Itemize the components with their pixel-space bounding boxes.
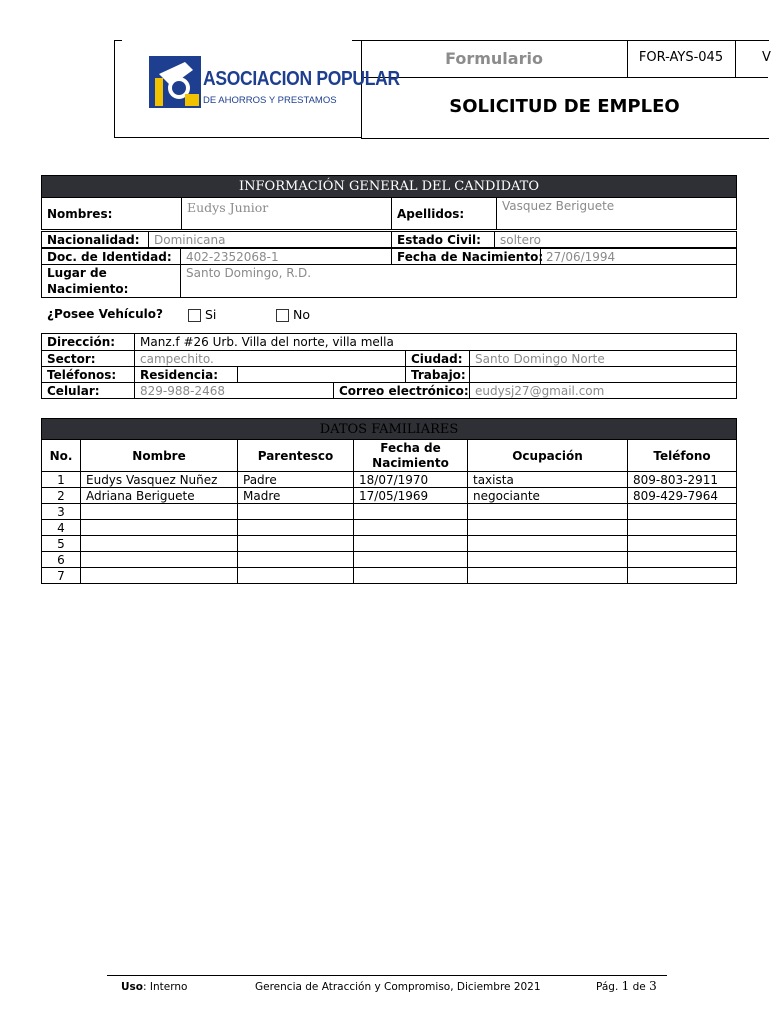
family-heading: DATOS FAMILIARES bbox=[42, 419, 737, 440]
family-cell-parentesco[interactable] bbox=[238, 520, 354, 536]
family-cell-no: 6 bbox=[42, 552, 81, 568]
form-version: V bbox=[762, 50, 771, 65]
general-info-table bbox=[41, 175, 737, 230]
nacionalidad-label: Nacionalidad: bbox=[42, 232, 149, 248]
family-cell-telefono[interactable] bbox=[628, 536, 737, 552]
direccion-field[interactable]: Manz.f #26 Urb. Villa del norte, villa mella bbox=[135, 334, 737, 351]
family-cell-nombre[interactable] bbox=[81, 552, 238, 568]
header-box bbox=[114, 40, 771, 138]
family-cell-telefono[interactable]: 809-429-7964 bbox=[628, 488, 737, 504]
footer-page: Pág. 1 de 3 bbox=[596, 979, 657, 993]
family-cell-telefono[interactable]: 809-803-2911 bbox=[628, 472, 737, 488]
nombres-label: Nombres: bbox=[42, 198, 182, 230]
contact-table-telefonos bbox=[41, 366, 737, 383]
general-info-heading: INFORMACIÓN GENERAL DEL CANDIDATO bbox=[42, 176, 737, 198]
family-cell-no: 1 bbox=[42, 472, 81, 488]
contact-table-celular bbox=[41, 382, 737, 399]
logo-name: ASOCIACION POPULAR bbox=[203, 66, 400, 90]
family-row bbox=[42, 552, 737, 568]
family-cell-no: 4 bbox=[42, 520, 81, 536]
col-fecha-nacimiento: Fecha de Nacimiento bbox=[354, 440, 468, 472]
family-cell-no: 2 bbox=[42, 488, 81, 504]
family-table bbox=[41, 418, 737, 584]
form-code: FOR-AYS-045 bbox=[638, 50, 724, 65]
form-type: Formulario bbox=[445, 49, 543, 68]
celular-field[interactable]: 829-988-2468 bbox=[135, 383, 334, 399]
family-cell-fecha[interactable] bbox=[354, 536, 468, 552]
contact-table-sector bbox=[41, 350, 737, 367]
vehiculo-label: ¿Posee Vehículo? bbox=[47, 307, 163, 321]
nombres-field[interactable]: Eudys Junior bbox=[182, 198, 392, 230]
family-cell-nombre[interactable] bbox=[81, 520, 238, 536]
contact-table-direccion bbox=[41, 333, 737, 351]
sector-label: Sector: bbox=[42, 351, 135, 367]
telefonos-label: Teléfonos: bbox=[42, 367, 135, 383]
family-cell-nombre[interactable]: Eudys Vasquez Nuñez bbox=[81, 472, 238, 488]
ciudad-label: Ciudad: bbox=[406, 351, 470, 367]
general-info-table-2 bbox=[41, 231, 737, 248]
col-nombre: Nombre bbox=[81, 440, 238, 472]
direccion-label: Dirección: bbox=[42, 334, 135, 351]
ciudad-field[interactable]: Santo Domingo Norte bbox=[470, 351, 737, 367]
family-cell-nombre[interactable] bbox=[81, 568, 238, 584]
sector-field[interactable]: campechito. bbox=[135, 351, 406, 367]
family-row bbox=[42, 472, 737, 488]
estado-civil-field[interactable]: soltero bbox=[495, 232, 737, 248]
doc-identidad-field[interactable]: 402-2352068-1 bbox=[181, 249, 392, 265]
vehiculo-no-option[interactable]: No bbox=[276, 307, 310, 322]
family-cell-fecha[interactable]: 17/05/1969 bbox=[354, 488, 468, 504]
correo-field[interactable]: eudysj27@gmail.com bbox=[470, 383, 737, 399]
residencia-field[interactable] bbox=[238, 367, 406, 383]
family-cell-ocupacion[interactable]: negociante bbox=[468, 488, 628, 504]
family-cell-fecha[interactable] bbox=[354, 520, 468, 536]
family-cell-fecha[interactable]: 18/07/1970 bbox=[354, 472, 468, 488]
family-cell-telefono[interactable] bbox=[628, 520, 737, 536]
lugar-nacimiento-field[interactable]: Santo Domingo, R.D. bbox=[181, 265, 737, 298]
vehiculo-si-option[interactable]: Si bbox=[188, 307, 216, 322]
family-row bbox=[42, 488, 737, 504]
family-cell-no: 5 bbox=[42, 536, 81, 552]
fecha-nacimiento-field[interactable]: 27/06/1994 bbox=[541, 249, 737, 265]
footer-department: Gerencia de Atracción y Compromiso, Diciembre 2021 bbox=[255, 981, 541, 993]
family-cell-ocupacion[interactable]: taxista bbox=[468, 472, 628, 488]
col-parentesco: Parentesco bbox=[238, 440, 354, 472]
family-row bbox=[42, 520, 737, 536]
correo-label: Correo electrónico: bbox=[334, 383, 470, 399]
family-cell-parentesco[interactable]: Padre bbox=[238, 472, 354, 488]
family-cell-telefono[interactable] bbox=[628, 568, 737, 584]
family-cell-nombre[interactable] bbox=[81, 536, 238, 552]
family-cell-parentesco[interactable]: Madre bbox=[238, 488, 354, 504]
family-row bbox=[42, 536, 737, 552]
footer-uso: Uso: Interno bbox=[121, 981, 188, 993]
family-cell-fecha[interactable] bbox=[354, 568, 468, 584]
trabajo-field[interactable] bbox=[470, 367, 737, 383]
trabajo-label: Trabajo: bbox=[406, 367, 470, 383]
family-cell-parentesco[interactable] bbox=[238, 536, 354, 552]
col-no: No. bbox=[42, 440, 81, 472]
nacionalidad-field[interactable]: Dominicana bbox=[149, 232, 392, 248]
footer-rule bbox=[107, 975, 667, 976]
celular-label: Celular: bbox=[42, 383, 135, 399]
general-info-table-3 bbox=[41, 248, 737, 265]
residencia-label: Residencia: bbox=[135, 367, 238, 383]
vehiculo-row bbox=[47, 307, 163, 321]
apellidos-label: Apellidos: bbox=[392, 198, 497, 230]
vehiculo-no-checkbox[interactable] bbox=[276, 309, 289, 322]
family-cell-ocupacion[interactable] bbox=[468, 536, 628, 552]
apellidos-field[interactable]: Vasquez Beriguete bbox=[497, 198, 737, 230]
family-cell-nombre[interactable] bbox=[81, 504, 238, 520]
family-cell-ocupacion[interactable] bbox=[468, 504, 628, 520]
company-logo bbox=[149, 56, 400, 108]
col-ocupacion: Ocupación bbox=[468, 440, 628, 472]
vehiculo-si-checkbox[interactable] bbox=[188, 309, 201, 322]
family-cell-telefono[interactable] bbox=[628, 552, 737, 568]
estado-civil-label: Estado Civil: bbox=[392, 232, 495, 248]
col-telefono: Teléfono bbox=[628, 440, 737, 472]
family-cell-parentesco[interactable] bbox=[238, 568, 354, 584]
family-cell-parentesco[interactable] bbox=[238, 504, 354, 520]
family-cell-ocupacion[interactable] bbox=[468, 568, 628, 584]
family-cell-ocupacion[interactable] bbox=[468, 552, 628, 568]
general-info-table-4 bbox=[41, 264, 737, 298]
logo-subtitle: DE AHORROS Y PRESTAMOS bbox=[203, 95, 337, 106]
family-cell-no: 7 bbox=[42, 568, 81, 584]
doc-identidad-label: Doc. de Identidad: bbox=[42, 249, 181, 265]
family-cell-nombre[interactable]: Adriana Beriguete bbox=[81, 488, 238, 504]
logo-emblem-icon bbox=[149, 56, 201, 108]
family-cell-parentesco[interactable] bbox=[238, 552, 354, 568]
family-cell-ocupacion[interactable] bbox=[468, 520, 628, 536]
fecha-nacimiento-label: Fecha de Nacimiento: bbox=[392, 249, 541, 265]
family-row bbox=[42, 568, 737, 584]
document-title: SOLICITUD DE EMPLEO bbox=[449, 96, 680, 117]
family-cell-fecha[interactable] bbox=[354, 552, 468, 568]
family-cell-telefono[interactable] bbox=[628, 504, 737, 520]
family-row bbox=[42, 504, 737, 520]
lugar-nacimiento-label: Lugar de Nacimiento: bbox=[42, 265, 181, 298]
family-cell-fecha[interactable] bbox=[354, 504, 468, 520]
family-cell-no: 3 bbox=[42, 504, 81, 520]
